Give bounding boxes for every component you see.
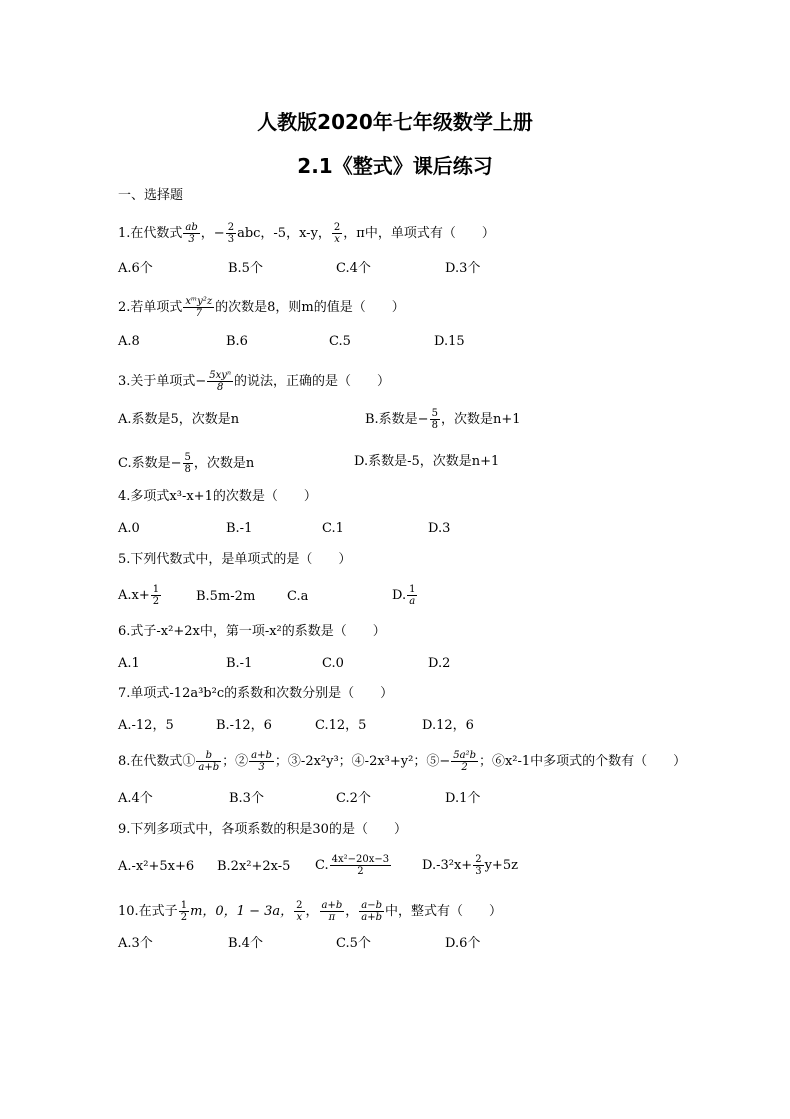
- q5-optD-fraction: [407, 584, 417, 607]
- q2-f-den: 7: [195, 308, 202, 319]
- q1-pre: 1.在代数式: [118, 226, 183, 241]
- q3-optC-den: 8: [184, 464, 191, 475]
- q10-f1-num: 1: [180, 900, 188, 911]
- q9-optD-pre: D.-3²x+: [422, 858, 473, 873]
- question-10-stem: [118, 900, 502, 923]
- q1-fraction-3: [332, 222, 342, 245]
- q3-optC-fraction: [183, 452, 193, 475]
- question-6-stem: 6.式子-x²+2x中，第一项-x²的系数是（ ）: [118, 624, 386, 639]
- q1-f1-den: 3: [188, 234, 195, 245]
- q3-optB-post: ，次数是n+1: [440, 412, 521, 427]
- q6-option-b: B.-1: [226, 656, 253, 671]
- q3-f-num: 5xyⁿ: [209, 370, 232, 381]
- q10-f4-den: a+b: [361, 912, 383, 923]
- q1-option-a: A.6个: [118, 261, 153, 276]
- q5-optD-den: a: [409, 596, 416, 607]
- q1-mid: abc，-5，x-y，: [237, 226, 331, 241]
- q2-option-a: A.8: [118, 334, 140, 349]
- q1-f2-den: 3: [227, 234, 235, 245]
- q7-option-c: C.12，5: [315, 718, 367, 733]
- q3-optC-num: 5: [184, 452, 191, 463]
- q10-f1-den: 2: [180, 912, 188, 923]
- q1-f3-num: 2: [333, 222, 341, 233]
- q1-sep1: ，−: [200, 226, 225, 241]
- page-subtitle: 2.1《整式》课后练习: [297, 154, 493, 178]
- q5-optD-num: 1: [409, 584, 416, 595]
- q10-f2-den: x: [296, 912, 303, 923]
- q8-option-a: A.4个: [118, 791, 153, 806]
- q10-option-d: D.6个: [445, 936, 481, 951]
- q8-pre: 8.在代数式①: [118, 754, 196, 769]
- question-7-stem: 7.单项式-12a³b²c的系数和次数分别是（ ）: [118, 686, 394, 701]
- q9-optD-den: 3: [475, 866, 482, 877]
- q10-option-a: A.3个: [118, 936, 153, 951]
- q5-optA-den: 2: [152, 596, 160, 607]
- q5-option-c: C.a: [287, 589, 309, 604]
- q8-f2-num: a+b: [251, 750, 272, 761]
- q3-option-c: [118, 452, 254, 475]
- q10-option-b: B.4个: [228, 936, 263, 951]
- q8-option-d: D.1个: [445, 791, 481, 806]
- q2-post: 的次数是8，则m的值是（ ）: [215, 300, 405, 315]
- q10-f4-num: a−b: [361, 900, 383, 911]
- q2-fraction: [183, 296, 214, 319]
- q10-f2-num: 2: [296, 900, 303, 911]
- question-2-stem: [118, 296, 405, 319]
- q9-optD-fraction: [473, 854, 483, 877]
- q3-option-d: D.系数是-5，次数是n+1: [354, 454, 500, 469]
- q10-option-c: C.5个: [336, 936, 371, 951]
- q3-f-den: 8: [216, 382, 224, 393]
- q9-optC-pre: C.: [315, 858, 329, 873]
- q5-optA-pre: A.x+: [118, 588, 150, 603]
- q10-post: 中，整式有（ ）: [385, 904, 503, 919]
- q5-option-a: [118, 584, 162, 607]
- question-1-stem: [118, 222, 495, 245]
- q9-option-d: [422, 854, 518, 877]
- q8-post: ；⑥x²-1中多项式的个数有（ ）: [478, 754, 687, 769]
- q1-fraction-2: [226, 222, 236, 245]
- q4-option-a: A.0: [118, 521, 140, 536]
- q7-option-d: D.12，6: [422, 718, 474, 733]
- q9-optD-num: 2: [475, 854, 482, 865]
- q8-f2-den: 3: [258, 762, 265, 773]
- q1-option-b: B.5个: [228, 261, 263, 276]
- q4-option-d: D.3: [428, 521, 451, 536]
- q3-option-b: [365, 408, 521, 431]
- q1-option-c: C.4个: [336, 261, 371, 276]
- q6-option-d: D.2: [428, 656, 451, 671]
- q1-post: ，π中，单项式有（ ）: [343, 226, 495, 241]
- q8-f3-den: 2: [461, 762, 468, 773]
- q5-optA-num: 1: [152, 584, 160, 595]
- question-3-stem: [118, 370, 390, 393]
- q8-fraction-1: [196, 750, 221, 773]
- q6-option-c: C.0: [322, 656, 344, 671]
- q8-s2: ；③-2x²y³；④-2x³+y²；⑤−: [274, 754, 451, 769]
- q2-option-c: C.5: [329, 334, 351, 349]
- q2-f-num: xᵐy²z: [185, 296, 213, 307]
- q10-s1: m，0，1 − 3a，: [190, 904, 294, 919]
- question-5-stem: 5.下列代数式中，是单项式的是（ ）: [118, 552, 352, 567]
- q5-optD-pre: D.: [392, 588, 407, 603]
- q9-optC-den: 2: [357, 866, 364, 877]
- question-9-stem: 9.下列多项式中，各项系数的积是30的是（ ）: [118, 822, 407, 837]
- q9-option-c: [315, 854, 392, 877]
- q10-fraction-1: [179, 900, 189, 923]
- q2-option-b: B.6: [226, 334, 248, 349]
- q3-pre: 3.关于单项式−: [118, 374, 207, 389]
- q9-optD-post: y+5z: [484, 858, 518, 873]
- q5-option-b: B.5m-2m: [196, 589, 256, 604]
- q4-option-c: C.1: [322, 521, 344, 536]
- q8-f1-num: b: [196, 750, 221, 762]
- page-title: 人教版2020年七年级数学上册: [257, 110, 533, 134]
- q3-optB-den: 8: [431, 420, 438, 431]
- q8-f3-num: 5a²b: [453, 750, 476, 761]
- q10-s2: ，: [305, 904, 319, 919]
- q3-optC-pre: C.系数是−: [118, 456, 182, 471]
- q3-optC-post: ，次数是n: [193, 456, 255, 471]
- q8-option-b: B.3个: [229, 791, 264, 806]
- q9-optC-fraction: [330, 854, 392, 877]
- q2-pre: 2.若单项式: [118, 300, 183, 315]
- q1-f3-den: x: [334, 234, 340, 245]
- question-8-stem: [118, 750, 686, 773]
- q1-fraction-1: [183, 222, 199, 245]
- q3-fraction: [207, 370, 233, 393]
- q5-option-d: [392, 584, 418, 607]
- q10-fraction-2: [294, 900, 304, 923]
- q9-option-b: B.2x²+2x-5: [217, 859, 291, 874]
- q8-f1-den: a+b: [198, 762, 220, 773]
- q1-f2-num: 2: [227, 222, 235, 233]
- q3-optB-num: 5: [431, 408, 438, 419]
- section-heading: 一、选择题: [118, 188, 184, 203]
- q10-fraction-3: [320, 900, 345, 923]
- q7-option-a: A.-12，5: [118, 718, 174, 733]
- q4-option-b: B.-1: [226, 521, 253, 536]
- q8-fraction-3: [451, 750, 478, 773]
- q5-optA-fraction: [151, 584, 161, 607]
- q1-option-d: D.3个: [445, 261, 481, 276]
- q6-option-a: A.1: [118, 656, 140, 671]
- question-4-stem: 4.多项式x³-x+1的次数是（ ）: [118, 489, 317, 504]
- q3-optB-pre: B.系数是−: [365, 412, 429, 427]
- q3-post: 的说法，正确的是（ ）: [234, 374, 391, 389]
- q10-f3-den: π: [328, 912, 336, 923]
- q2-option-d: D.15: [434, 334, 465, 349]
- q7-option-b: B.-12，6: [216, 718, 272, 733]
- q3-optB-fraction: [430, 408, 440, 431]
- q10-fraction-4: [359, 900, 384, 923]
- q8-fraction-2: [249, 750, 274, 773]
- q9-option-a: A.-x²+5x+6: [118, 859, 195, 874]
- q9-optC-num: 4x²−20x−3: [331, 854, 390, 865]
- q8-s1: ；②: [222, 754, 249, 769]
- q10-s3: ，: [345, 904, 359, 919]
- q1-f1-num: ab: [185, 222, 198, 233]
- q8-option-c: C.2个: [336, 791, 371, 806]
- q3-option-a: A.系数是5，次数是n: [118, 412, 240, 427]
- q10-f3-num: a+b: [321, 900, 343, 911]
- q10-pre: 10.在式子: [118, 904, 178, 919]
